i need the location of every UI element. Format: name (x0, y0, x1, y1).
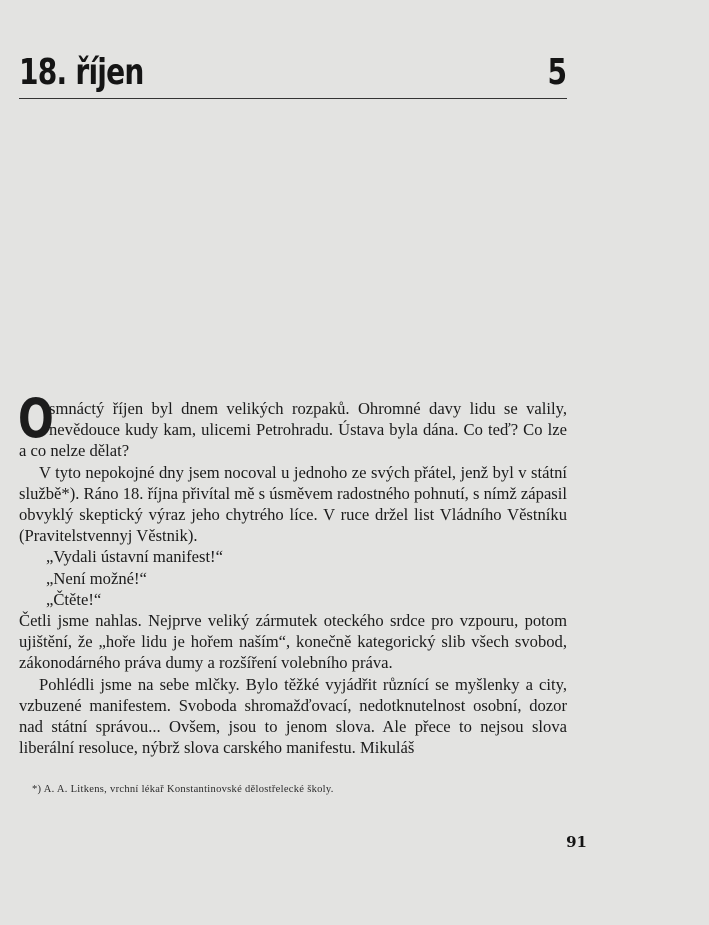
paragraph-1 (18, 387, 567, 462)
header-rule (19, 98, 567, 99)
chapter-number: 5 (547, 52, 567, 93)
dialog-line-1: „Vydali ústavní manifest!“ (46, 547, 223, 567)
dialog-line-3: „Čtěte!“ (46, 589, 102, 609)
dialog-line-2: „Není možné!“ (46, 568, 147, 588)
footnote: *) A. A. Litkens, vrchní lékař Konstantinovské dělostřelecké školy. (32, 784, 334, 795)
chapter-title: 18. říjen (19, 52, 144, 93)
paragraph-1-text: smnáctý říjen byl dnem velikých rozpaků. Ohromné davy lidu se valily, nevědouce kudy kam, ulicemi Petrohradu. Ústava byla dána. Co teď? Co lze a co nelze dělat? (19, 399, 567, 461)
drop-cap: O (18, 387, 54, 450)
paragraph-2: V tyto nepokojné dny jsem nocoval u jednoho ze svých přátel, jenž byl v státní službě*). Ráno 18. října přivítal mě s úsměvem radostného pohnutí, s nímž zápasil obvyklý skeptický výraz jeho chytrého líce. V ruce držel list Vládního Věstníku (Pravitelstvennyj Věstnik). (19, 462, 567, 546)
paragraph-4: Pohlédli jsme na sebe mlčky. Bylo těžké vyjádřit různící se myšlenky a city, vzbuzené manifestem. Svoboda shromažďovací, nedotknutelnost osobní, dozor nad státní správou... Ovšem, jsou to jenom slova. Ale přece to nejsou slova liberální resoluce, nýbrž slova carského manifestu. Mikuláš (19, 674, 567, 758)
page-number: 91 (566, 833, 587, 851)
paragraph-3: Četli jsme nahlas. Nejprve veliký zármutek oteckého srdce pro vzpouru, potom ujištění, že „hoře lidu je hořem naším“, konečně kategorický slib všech svobod, zákonodárného práva dumy a rozšíření volebního práva. (19, 611, 567, 673)
body-text (18, 387, 567, 758)
